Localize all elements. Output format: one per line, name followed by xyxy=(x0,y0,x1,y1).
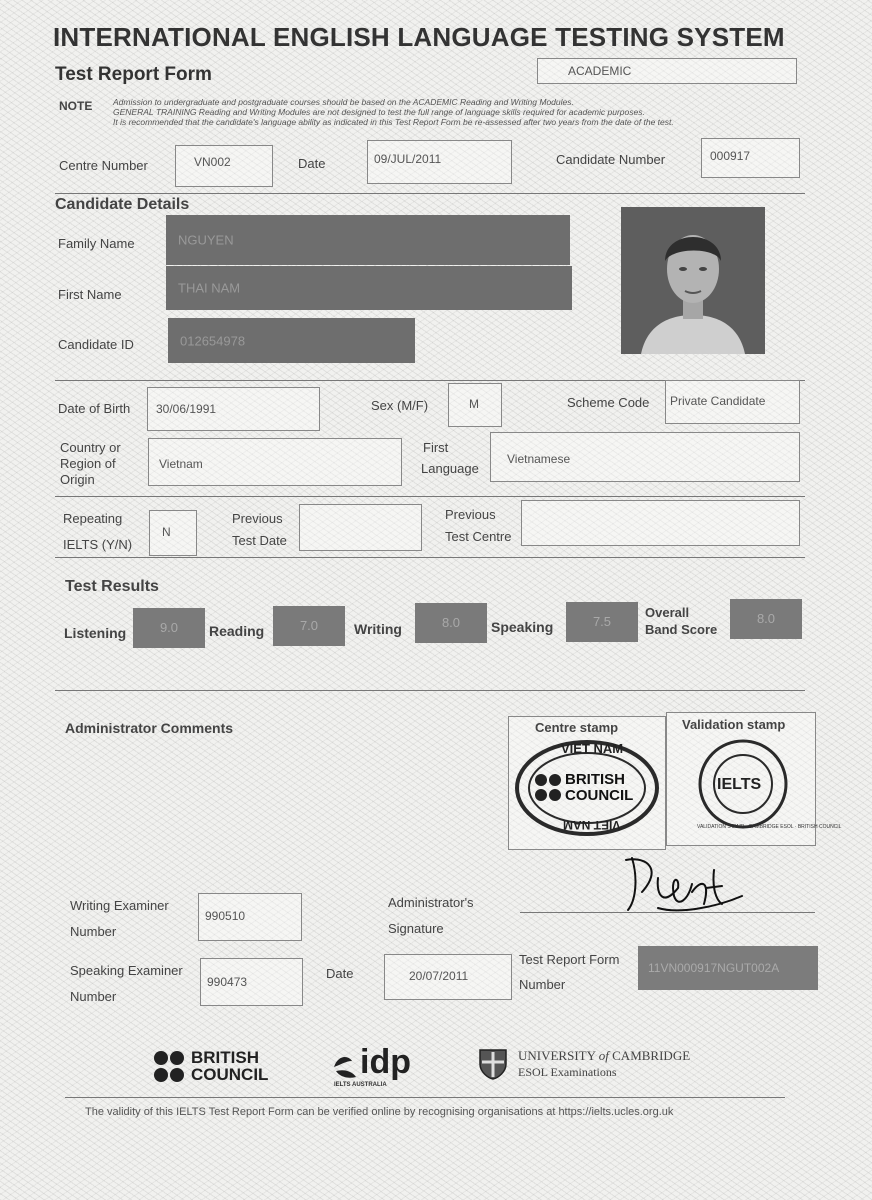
cambridge-text-1: UNIVERSITY xyxy=(518,1048,596,1063)
divider-4 xyxy=(55,557,805,558)
trf-number-value: 11VN000917NGUT002A xyxy=(648,961,780,975)
cambridge-logo xyxy=(478,1048,728,1082)
scheme-code-box xyxy=(665,380,800,424)
family-name-value: NGUYEN xyxy=(178,232,234,248)
trf-label-1: Test Report Form xyxy=(519,952,620,967)
note-line-2: GENERAL TRAINING Reading and Writing Modules are not designed to test the full range of language skills required for academic purposes. xyxy=(113,107,645,117)
validation-ring-text: VALIDATION STAMP · CAMBRIDGE ESOL · BRITISH COUNCIL xyxy=(697,824,842,830)
speaking-examiner-label-2: Number xyxy=(70,989,117,1004)
validity-text: The validity of this IELTS Test Report Form can be verified online by recognising organisations at https://ielts.ucles.org.uk xyxy=(85,1106,674,1118)
prev-centre-box xyxy=(521,500,800,546)
centre-stamp xyxy=(513,738,661,838)
candidate-id-field xyxy=(168,318,415,363)
writing-examiner-label-1: Writing Examiner xyxy=(70,898,169,913)
stamp-brand-1: BRITISH xyxy=(565,771,625,788)
candidate-number-label: Candidate Number xyxy=(556,152,666,167)
first-name-field xyxy=(166,266,572,310)
reading-label: Reading xyxy=(209,623,265,639)
date-label: Date xyxy=(298,156,326,171)
overall-score-value: 8.0 xyxy=(756,611,776,626)
first-language-value: Vietnamese xyxy=(507,452,571,466)
scheme-code-value: Private Candidate xyxy=(670,394,766,408)
idp-text: idp xyxy=(360,1043,411,1081)
admin-comments-label: Administrator Comments xyxy=(65,720,234,736)
first-language-box xyxy=(490,432,800,482)
candidate-photo-drawing xyxy=(621,207,765,354)
stamp-brand-2: COUNCIL xyxy=(565,787,634,804)
first-name-label: First Name xyxy=(58,287,122,302)
cambridge-shield-icon xyxy=(478,1048,508,1080)
divider-3 xyxy=(55,496,805,497)
reading-score xyxy=(273,606,345,646)
prev-date-box xyxy=(299,504,422,551)
sex-box xyxy=(448,383,502,427)
family-name-label: Family Name xyxy=(58,236,135,251)
form-title: INTERNATIONAL ENGLISH LANGUAGE TESTING SYSTEM xyxy=(53,22,785,52)
dob-value: 30/06/1991 xyxy=(156,402,217,416)
speaking-score xyxy=(566,602,638,642)
speaking-score-value: 7.5 xyxy=(592,614,612,629)
bc-text-1: BRITISH xyxy=(191,1048,259,1067)
candidate-number-box xyxy=(701,138,800,178)
cambridge-title xyxy=(518,1048,690,1064)
sex-value: M xyxy=(469,397,479,411)
country-label-1: Country or xyxy=(60,440,121,455)
centre-number-value: VN002 xyxy=(194,155,231,169)
writing-label: Writing xyxy=(354,621,402,637)
speaking-examiner-label-1: Speaking Examiner xyxy=(70,963,183,978)
country-value: Vietnam xyxy=(159,457,203,471)
prev-centre-label-1: Previous xyxy=(445,507,496,522)
writing-examiner-box xyxy=(198,893,302,941)
reading-score-value: 7.0 xyxy=(299,618,319,633)
speaking-examiner-value: 990473 xyxy=(207,975,248,989)
dob-box xyxy=(147,387,320,431)
candidate-photo xyxy=(621,207,765,354)
test-results-title: Test Results xyxy=(65,578,159,595)
first-language-label-1: First xyxy=(423,440,449,455)
dob-label: Date of Birth xyxy=(58,401,131,416)
british-council-logo xyxy=(153,1049,278,1085)
candidate-id-label: Candidate ID xyxy=(58,337,134,352)
signature-line xyxy=(520,912,815,913)
form-subtitle: Test Report Form xyxy=(55,64,212,85)
overall-score xyxy=(730,599,802,639)
writing-examiner-value: 990510 xyxy=(205,909,246,923)
country-label-3: Origin xyxy=(60,472,95,487)
listening-score-value: 9.0 xyxy=(159,620,179,635)
repeating-label-2: IELTS (Y/N) xyxy=(63,537,133,552)
candidate-number-value: 000917 xyxy=(710,149,751,163)
scheme-code-label: Scheme Code xyxy=(567,395,650,410)
country-label-2: Region of xyxy=(60,456,116,471)
cambridge-text-3: ESOL Examinations xyxy=(518,1065,617,1079)
british-council-dots-icon xyxy=(153,1050,189,1084)
repeating-value: N xyxy=(162,525,171,539)
first-name-value: THAI NAM xyxy=(178,280,241,296)
repeating-label-1: Repeating xyxy=(63,511,123,526)
trf-label-2: Number xyxy=(519,977,566,992)
writing-score xyxy=(415,603,487,643)
date-value: 09/JUL/2011 xyxy=(374,152,442,166)
divider-1 xyxy=(55,193,805,194)
validation-stamp-label: Validation stamp xyxy=(682,717,786,732)
first-language-label-2: Language xyxy=(421,461,479,476)
idp-sub-text: IELTS AUSTRALIA xyxy=(334,1082,387,1088)
signature xyxy=(618,848,748,918)
validation-stamp xyxy=(697,738,842,830)
stamp-bottom-text: VIET NAM xyxy=(563,818,621,832)
sex-label: Sex (M/F) xyxy=(371,398,429,413)
divider-footer xyxy=(65,1097,785,1098)
overall-label-1: Overall xyxy=(645,605,690,620)
admin-signature-label-2: Signature xyxy=(388,921,444,936)
admin-date-label: Date xyxy=(326,966,354,981)
centre-number-label: Centre Number xyxy=(59,158,148,173)
candidate-id-value: 012654978 xyxy=(180,333,246,348)
validation-center-text: IELTS xyxy=(717,776,762,793)
country-box xyxy=(148,438,402,486)
idp-leaf-icon xyxy=(330,1051,360,1081)
divider-5 xyxy=(55,690,805,691)
prev-date-label-2: Test Date xyxy=(232,533,287,548)
candidate-details-title: Candidate Details xyxy=(55,196,190,213)
cambridge-text-2: CAMBRIDGE xyxy=(612,1048,691,1063)
cambridge-of: of xyxy=(598,1048,609,1063)
admin-date-value: 20/07/2011 xyxy=(409,969,469,983)
overall-label-2: Band Score xyxy=(645,622,718,637)
speaking-examiner-box xyxy=(200,958,303,1006)
family-name-field xyxy=(166,215,570,265)
speaking-label: Speaking xyxy=(491,619,554,635)
writing-examiner-label-2: Number xyxy=(70,924,117,939)
trf-number-field xyxy=(638,946,818,990)
date-box xyxy=(367,140,512,184)
note-label: NOTE xyxy=(59,99,93,113)
admin-signature-label-1: Administrator's xyxy=(388,895,474,910)
prev-centre-label-2: Test Centre xyxy=(445,529,512,544)
module-box xyxy=(537,58,797,84)
prev-date-label-1: Previous xyxy=(232,511,283,526)
writing-score-value: 8.0 xyxy=(441,615,461,630)
bc-text-2: COUNCIL xyxy=(191,1065,269,1084)
centre-stamp-label: Centre stamp xyxy=(535,720,619,735)
admin-date-box xyxy=(384,954,512,1000)
idp-logo xyxy=(330,1043,430,1091)
listening-label: Listening xyxy=(64,625,127,641)
stamp-top-text: VIET NAM xyxy=(561,741,624,756)
centre-number-box xyxy=(175,145,273,187)
note-line-1: Admission to undergraduate and postgraduate courses should be based on the ACADEMIC Reading and Writing Modules. xyxy=(113,97,574,107)
listening-score xyxy=(133,608,205,648)
module-value: ACADEMIC xyxy=(568,64,632,78)
repeating-box xyxy=(149,510,197,556)
note-line-3: It is recommended that the candidate's language ability as indicated in this Test Report Form be re-assessed after two years from the date of the test. xyxy=(113,117,674,127)
